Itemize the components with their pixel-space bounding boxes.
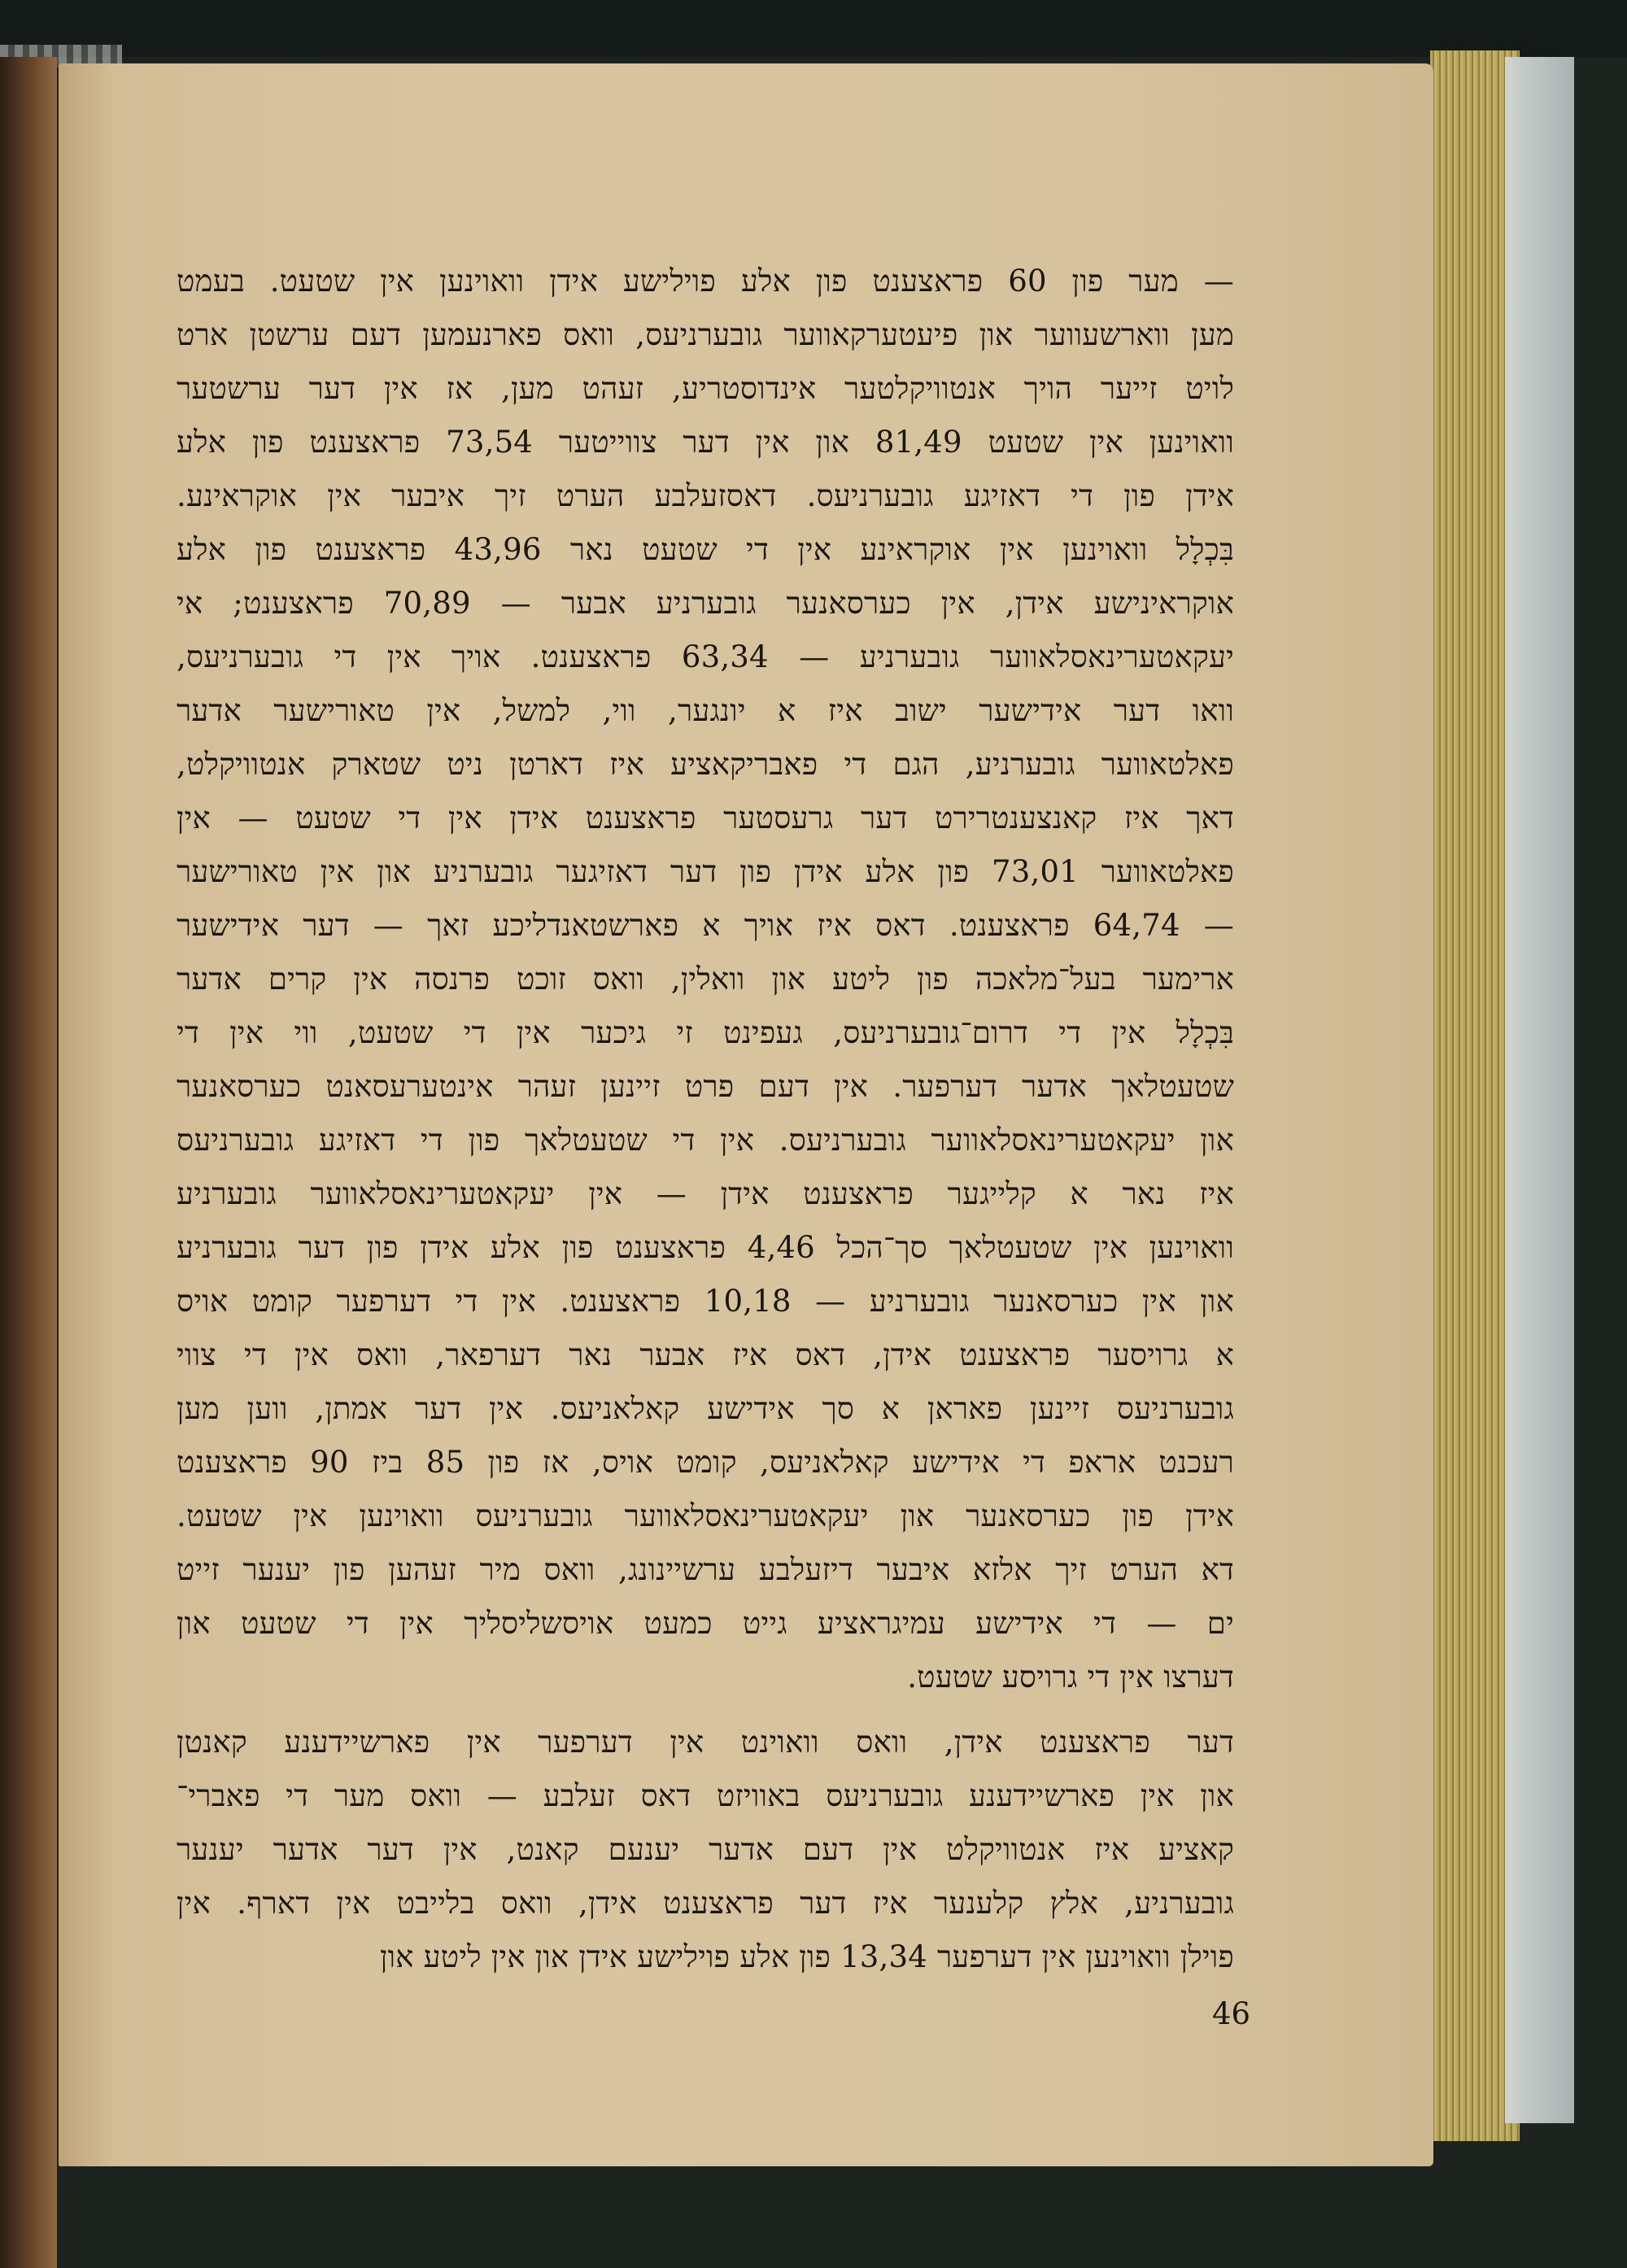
body-text xyxy=(177,255,1234,1984)
paragraph xyxy=(177,1716,1234,1984)
text-line: איז נאר א קלייגער פראצענט אידן — אין יעקאטערינאסלאווער גובערניע xyxy=(177,1176,1234,1211)
page-number: 46 xyxy=(1212,1996,1251,2031)
scanner-background xyxy=(0,0,1627,57)
paragraph xyxy=(177,255,1234,1704)
text-line: און אין פארשיידענע גובערניעס באוויזט דאס זעלבע — וואס מער די פאברי־ xyxy=(177,1778,1234,1813)
text-line: בִּכְלָל אין די דרום־גובערניעס, געפינט זי גיכער אין די שטעט, ווי אין די xyxy=(177,1015,1234,1050)
text-line: ארימער בעל־מלאכה פון ליטע און וואלין, וואס זוכט פרנסה אין קרים אדער xyxy=(177,962,1234,997)
text-line: בִּכְלָל וואוינען אין אוקראינע אין די שטעט נאר 43,96 פראצענט פון אלע xyxy=(177,532,1234,567)
text-line: — מער פון 60 פראצענט פון אלע פוילישע אידן וואוינען אין שטעט. בעמט xyxy=(177,264,1234,299)
text-line: פאלטאווער 73,01 פון אלע אידן פון דער דאזיגער גובערניע און אין טאורישער xyxy=(177,854,1234,889)
text-line: וואוינען אין שטעט 81,49 און אין דער צווייטער 73,54 פראצענט פון אלע xyxy=(177,425,1234,460)
text-line: מען ווארשעווער און פיעטערקאווער גובערניעס, וואס פארנעמען דעם ערשטן ארט xyxy=(177,317,1234,352)
text-line: און יעקאטערינאסלאווער גובערניעס. אין די שטעטלאך פון די דאזיגע גובערניעס xyxy=(177,1123,1234,1158)
text-line: ים — די אידישע עמיגראציע גייט כמעט אויסשליסליך אין די שטעט און xyxy=(177,1606,1234,1641)
book-page xyxy=(59,63,1433,2166)
text-line: וואו דער אידישער ישוב איז א יונגער, ווי, למשל, אין טאורישער אדער xyxy=(177,693,1234,728)
text-line: אידן פון כערסאנער און יעקאטערינאסלאווער גובערניעס וואוינען אין שטעט. xyxy=(177,1498,1234,1533)
book-spine-edge xyxy=(0,57,57,2268)
text-line: פוילן וואוינען אין דערפער 13,34 פון אלע פוילישע אידן און אין ליטע און xyxy=(379,1939,1234,1974)
text-line: דאך איז קאנצענטרירט דער גרעסטער פראצענט אידן אין די שטעט — אין xyxy=(177,800,1234,835)
text-line: דא הערט זיך אלזא איבער דיזעלבע ערשיינונג, וואס מיר זעהען פון יענער זייט xyxy=(177,1552,1234,1587)
text-line: שטעטלאך אדער דערפער. אין דעם פרט זיינען זעהר אינטערעסאנט כערסאנער xyxy=(177,1069,1234,1104)
text-line: — 64,74 פראצענט. דאס איז אויך א פארשטאנדליכע זאך — דער אידישער xyxy=(177,908,1234,943)
text-line: גובערניעס זיינען פאראן א סך אידישע קאלאניעס. אין דער אמתן, ווען מען xyxy=(177,1391,1234,1426)
text-line: א גרויסער פראצענט אידן, דאס איז אבער נאר דערפאר, וואס אין די צווי xyxy=(177,1337,1234,1372)
paragraph-gap xyxy=(177,1704,1234,1716)
book-cover-edge xyxy=(1505,57,1574,2123)
text-line: אוקראינישע אידן, אין כערסאנער גובערניע אבער — 70,89 פראצענט; אי xyxy=(177,586,1234,621)
text-line: קאציע איז אנטוויקלט אין דעם אדער יענעם קאנט, אין דער אדער יענער xyxy=(177,1832,1234,1867)
text-line: פאלטאווער גובערניע, הגם די פאבריקאציע איז דארטן ניט שטארק אנטוויקלט, xyxy=(177,747,1234,782)
text-line: אידן פון די דאזיגע גובערניעס. דאסזעלבע הערט זיך איבער אין אוקראינע. xyxy=(177,478,1234,513)
text-line: דער פראצענט אידן, וואס וואוינט אין דערפער אין פארשיידענע קאנטן xyxy=(177,1725,1234,1760)
text-line: וואוינען אין שטעטלאך סך־הכל 4,46 פראצענט פון אלע אידן פון דער גובערניע xyxy=(177,1230,1234,1265)
text-line: דערצו אין די גרויסע שטעט. xyxy=(907,1660,1234,1694)
text-line: גובערניע, אלץ קלענער איז דער פראצענט אידן, וואס בלייבט אין דארף. אין xyxy=(177,1886,1234,1921)
text-line: רעכנט אראפ די אידישע קאלאניעס, קומט אויס, אז פון 85 ביז 90 פראצענט xyxy=(177,1445,1234,1480)
text-line: און אין כערסאנער גובערניע — 10,18 פראצענט. אין די דערפער קומט אויס xyxy=(177,1284,1234,1319)
text-line: יעקאטערינאסלאווער גובערניע — 63,34 פראצענט. אויך אין די גובערניעס, xyxy=(177,639,1234,674)
text-line: לויט זייער הויך אנטוויקלטער אינדוסטריע, זעהט מען, אז אין דער ערשטער xyxy=(177,371,1234,406)
